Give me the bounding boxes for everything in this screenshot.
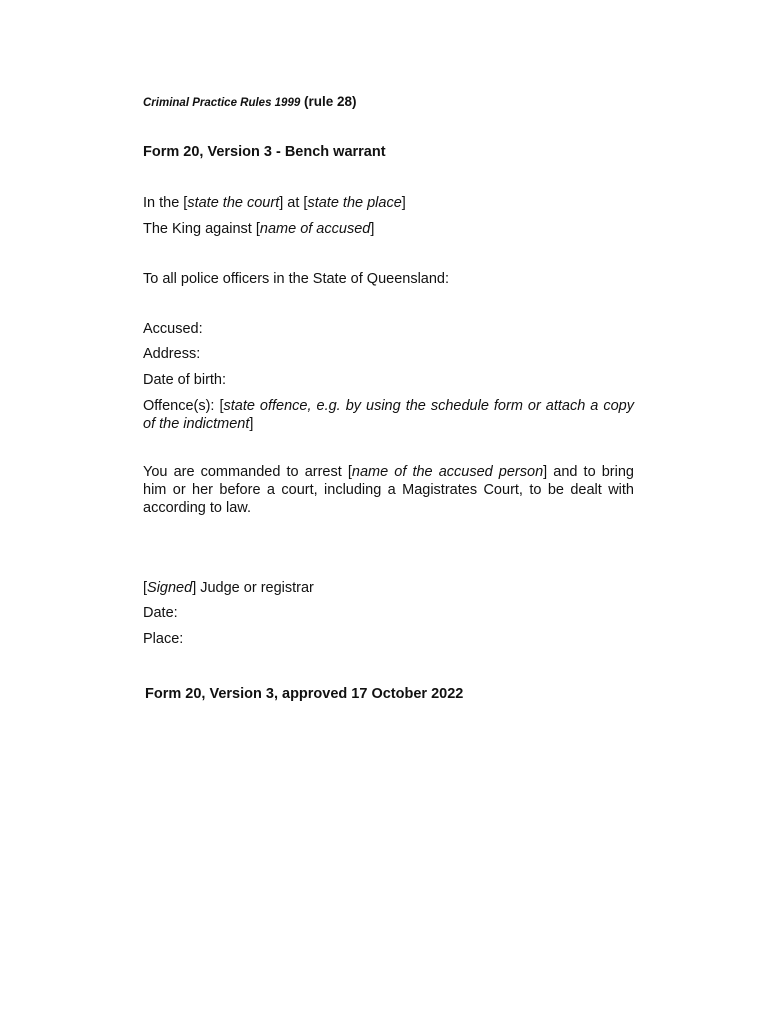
court-line-middle: ] at [ bbox=[279, 195, 308, 211]
court-line-prefix: In the [ bbox=[143, 195, 188, 211]
rule-reference: (rule 28) bbox=[304, 94, 357, 109]
offence-placeholder: state offence, e.g. by using the schedule form or attach a copy of the indictment bbox=[143, 398, 634, 432]
parties-line bbox=[143, 220, 374, 238]
command-prefix: You are commanded to arrest [ bbox=[143, 464, 352, 480]
accused-person-placeholder: name of the accused person bbox=[351, 464, 544, 480]
offence-suffix: ] bbox=[249, 416, 254, 432]
signature-role: ] Judge or registrar bbox=[192, 580, 314, 596]
place-label: Place: bbox=[143, 631, 184, 647]
court-line bbox=[143, 194, 406, 212]
date-label: Date: bbox=[143, 605, 178, 621]
date-of-birth-label: Date of birth: bbox=[143, 372, 227, 388]
parties-prefix: The King against [ bbox=[143, 221, 260, 237]
parties-suffix: ] bbox=[370, 221, 375, 237]
signature-line bbox=[143, 579, 314, 597]
place-placeholder: state the place bbox=[307, 195, 402, 211]
accused-name-placeholder: name of accused bbox=[259, 221, 371, 237]
accused-label: Accused: bbox=[143, 321, 203, 337]
offence-label: Offence(s): [ bbox=[143, 398, 224, 414]
form-version-footer: Form 20, Version 3, approved 17 October 2022 bbox=[145, 686, 464, 702]
act-name: Criminal Practice Rules 1999 bbox=[143, 97, 301, 109]
act-reference bbox=[143, 93, 357, 112]
offence-paragraph bbox=[143, 397, 634, 433]
court-placeholder: state the court bbox=[187, 195, 280, 211]
signature-open: [ bbox=[143, 580, 148, 596]
court-line-suffix: ] bbox=[401, 195, 406, 211]
command-suffix: ] and to bring him or her before a court, including a Magistrates Court, to be dealt with according to law. bbox=[143, 464, 634, 516]
form-title: Form 20, Version 3 - Bench warrant bbox=[143, 144, 386, 160]
signed-placeholder: Signed bbox=[147, 580, 193, 596]
command-paragraph bbox=[143, 463, 634, 517]
address-label: Address: bbox=[143, 346, 201, 362]
addressee-line: To all police officers in the State of Queensland: bbox=[143, 271, 450, 287]
